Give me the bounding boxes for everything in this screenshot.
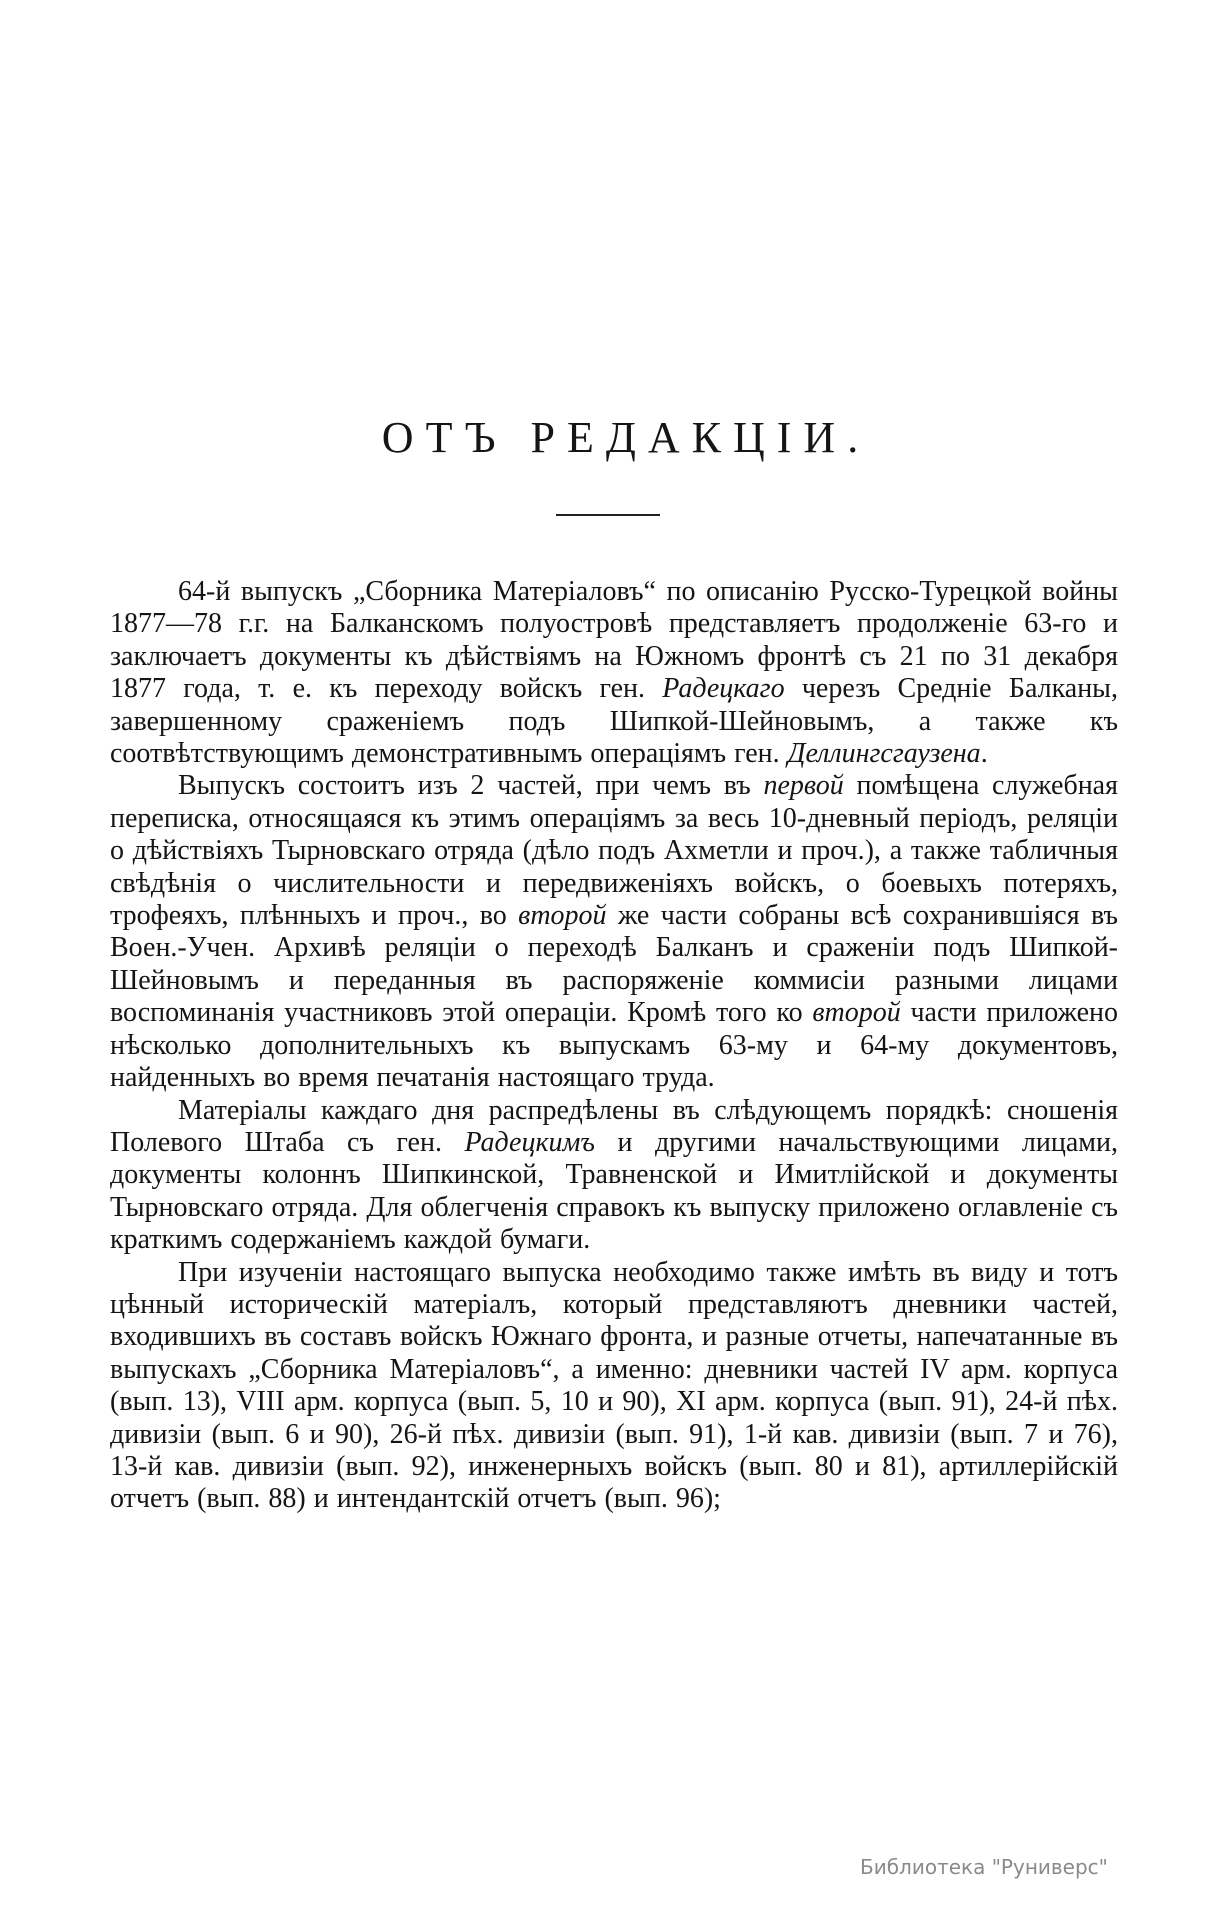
paragraph-2-text-3: же части собраны всѣ сохранившіяся въ Воен.-Учен. Архивѣ реляціи о переходѣ Балканъ и сраженіи подъ Шипкой-Шейновымъ и переданныя въ распоряженіе коммисіи разными лицами воспоминанія участниковъ этой операціи. Кромѣ того ко [110,900,1118,1029]
paragraph-2-text-2: помѣщена служебная переписка, относящаяся къ этимъ операціямъ за весь 10-дневный періодъ, реляціи о дѣйствіяхъ Тырновскаго отряда (дѣло подъ Ахметли и проч.), а также табличныя свѣдѣнія о числительности и передвиженіяхъ войскъ, о боевыхъ потеряхъ, трофеяхъ, плѣнныхъ и проч., во [110,770,1118,932]
paragraph-2-italic-3: второй [812,997,901,1029]
paragraph-1-text-2: черезъ Средніе Балканы, завершенному сраженіемъ подъ Шипкой-Шейновымъ, а также къ соотвѣтствующимъ демонстративнымъ операціямъ ген. [110,673,1118,770]
paragraph-2-text-1: Выпускъ состоитъ изъ 2 частей, при чемъ въ [178,770,764,802]
paragraph-1-italic-1: Радецкаго [662,673,785,705]
paragraph-4-text-1: При изученіи настоящаго выпуска необходимо также имѣть въ виду и тотъ цѣнный историческій матеріалъ, который представляютъ дневники частей, входившихъ въ составъ войскъ Южнаго фронта, и разные отчеты, напечатанные въ выпускахъ „Сборника Матеріаловъ“, а именно: дневники частей IV арм. корпуса (вып. 13), VIII арм. корпуса (вып. 5, 10 и 90), XI арм. корпуса (вып. 91), 24-й пѣх. дивизіи (вып. 6 и 90), 26-й пѣх. дивизіи (вып. 91), 1-й кав. дивизіи (вып. 7 и 76), 13-й кав. дивизіи (вып. 92), инженерныхъ войскъ (вып. 80 и 81), артиллерійскій отчетъ (вып. 88) и интендантскій отчетъ (вып. 96); [110,1256,1118,1515]
paragraph-3-text-2: и другими начальствующими лицами, документы колоннъ Шипкинской, Травненской и Имитлійской и документы Тырновскаго отряда. Для облегченія справокъ къ выпуску приложено оглавленіе съ краткимъ содержаніемъ каждой бумаги. [110,1126,1118,1256]
paragraph-1-text-1: 64-й выпускъ „Сборника Матеріаловъ“ по описанію Русско-Турецкой войны 1877—78 г.г. на Балканскомъ полуостровѣ представляетъ продолженіе 63-го и заключаетъ документы къ дѣйствіямъ на Южномъ фронтѣ съ 21 по 31 декабря 1877 года, т. е. къ переходу войскъ ген. [110,576,1118,705]
paragraph-2 [110,770,1118,1094]
title-divider [556,514,660,516]
paragraph-1-text-3: . [980,738,988,770]
paragraph-2-text-4: части приложено нѣсколько дополнительныхъ къ выпускамъ 63-му и 64-му документовъ, найденныхъ во время печатанія настоящаго труда. [110,997,1119,1094]
library-watermark: Библиотека "Руниверс" [860,1855,1108,1879]
paragraph-1-italic-2: Деллингсгаузена [787,738,981,770]
paragraph-1 [110,576,1118,770]
body-text [110,576,1118,1516]
paragraph-2-italic-1: первой [763,770,844,802]
paragraph-4 [110,1257,1118,1516]
paragraph-3 [110,1095,1118,1257]
paragraph-3-text-1: Матеріалы каждаго дня распредѣлены въ слѣдующемъ порядкѣ: сношенія Полевого Штаба съ ген. [110,1094,1118,1158]
paragraph-3-italic-1: Радецкимъ [464,1126,595,1158]
page-title: ОТЪ РЕДАКЦІИ. [381,413,871,462]
paragraph-2-italic-2: второй [518,900,607,932]
